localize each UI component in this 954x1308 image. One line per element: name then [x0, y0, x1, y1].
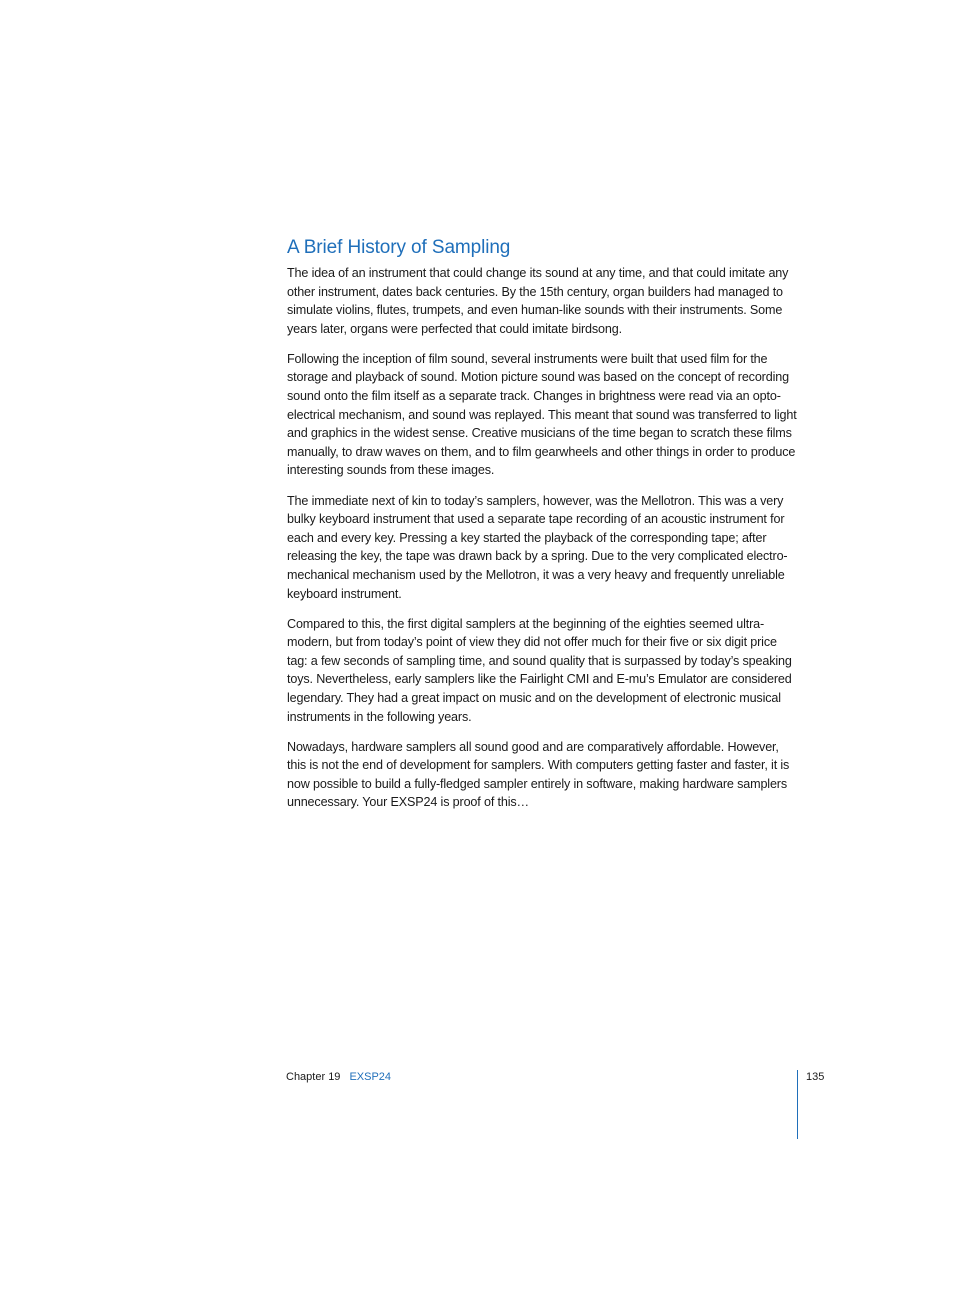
page-footer	[286, 1070, 391, 1084]
footer-chapter-label: Chapter 19	[286, 1071, 341, 1083]
paragraph: Following the inception of film sound, several instruments were built that used film for the storage and playback of sound. Motion picture sound was based on the concept of recording sound onto the film itself as a separate track. Changes in brightness were read via an opto-electrical mechanism, and sound was replayed. This meant that sound was transferred to light and graphics in the widest sense. Creative musicians of the time began to scratch these films manually, to draw waves on them, and to film gearwheels and other things in order to produce interesting sounds from these images.	[287, 351, 797, 478]
page-number: 135	[806, 1071, 825, 1083]
main-content	[287, 236, 799, 824]
paragraph: Compared to this, the first digital samplers at the beginning of the eighties seemed ultra-modern, but from today’s point of view they did not offer much for their five or six digit price tag: a few seconds of sampling time, and sound quality that is surpassed by today’s speaking toys. Nevertheless, early samplers like the Fairlight CMI and E-mu’s Emulator are considered legendary. They had a great impact on music and on the development of electronic musical instruments in the following years.	[287, 616, 792, 724]
paragraph: Nowadays, hardware samplers all sound good and are comparatively affordable. However, this is not the end of development for samplers. With computers getting faster and faster, it is now possible to build a fully-fledged sampler entirely in software, making hardware samplers unnecessary. Your EXSP24 is proof of this…	[287, 739, 790, 810]
footer-chapter-title: EXSP24	[349, 1071, 392, 1083]
paragraph: The immediate next of kin to today’s samplers, however, was the Mellotron. This was a very bulky keyboard instrument that used a separate tape recording of an acoustic instrument for each and every key. Pressing a key started the playback of the corresponding tape; after releasing the key, the tape was drawn back by a spring. Due to the very complicated electro-mechanical mechanism used by the Mellotron, it was a very heavy and frequently unreliable keyboard instrument.	[287, 493, 788, 601]
paragraph: The idea of an instrument that could change its sound at any time, and that could imitate any other instrument, dates back centuries. By the 15th century, organ builders had managed to simulate violins, flutes, trumpets, and even human-like sounds with their instruments. Some years later, organs were perfected that could imitate birdsong.	[287, 266, 789, 336]
section-title: A Brief History of Sampling	[287, 237, 511, 258]
footer-divider	[797, 1070, 798, 1139]
